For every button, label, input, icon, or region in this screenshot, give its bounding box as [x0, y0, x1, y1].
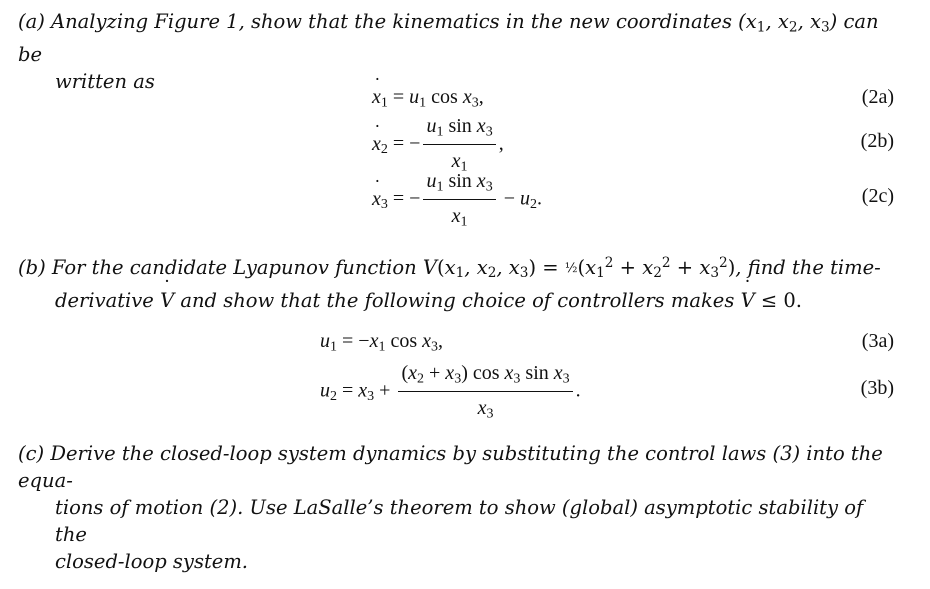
part-b — [18, 250, 898, 314]
equation-number-2b: (2b) — [860, 130, 894, 152]
equation-3b: $u_2 = x_3$ + $\frac{(x_2 + x_3) \cos x_3 \sin x_3}{x_3}$ . — [320, 362, 581, 421]
equation-number-2a: (2a) — [861, 86, 894, 108]
part-c-line2: tions of motion (2). Use LaSalle’s theorem to show (global) asymptotic stability of the — [55, 496, 864, 546]
part-c-label: (c) — [18, 442, 45, 465]
part-b-label: (b) — [18, 255, 46, 279]
part-a-line2: written as — [55, 70, 155, 94]
part-c-line3: closed-loop system. — [55, 550, 249, 573]
equation-number-2c: (2c) — [861, 185, 894, 207]
part-c — [18, 440, 898, 575]
part-b-line1: (b) For the candidate Lyapunov function $V(x_1$, $x_2$, $x_3$) = $\frac{1}{2}(x_1^2 + x_2^2 + x_3^2)$, find the time- — [18, 255, 881, 282]
equation-3a: $u_1 = -x_1$ $\cos x_3$, — [320, 330, 444, 355]
equation-2c: ˙ $x_3$ = − $\frac{u_1 \sin x_3}{x_1}$ − $u_2$. — [372, 170, 542, 230]
part-a-label: (a) — [18, 10, 45, 33]
part-c-line1: (c) Derive the closed-loop system dynamics by substituting the control laws (3) into the equa- — [18, 442, 883, 492]
equation-number-3a: (3a) — [861, 330, 894, 352]
equation-number-3b: (3b) — [860, 377, 894, 399]
part-b-line2: derivative ˙ V and show that the following choice of controllers makes ˙ V ≤ 0. — [18, 287, 898, 314]
equation-2b: ˙ $x_2$ = − $\frac{u_1 \sin x_3}{x_1}$ , — [372, 115, 504, 175]
equation-2a: ˙ $x_1 = u_1$ $\cos x_3$, — [372, 86, 484, 112]
part-a-line1: (a) Analyzing Figure 1, show that the kinematics in the new coordinates ($x_1$, $x_2$, $x_3$) can be — [18, 10, 879, 67]
part-a — [18, 8, 898, 95]
